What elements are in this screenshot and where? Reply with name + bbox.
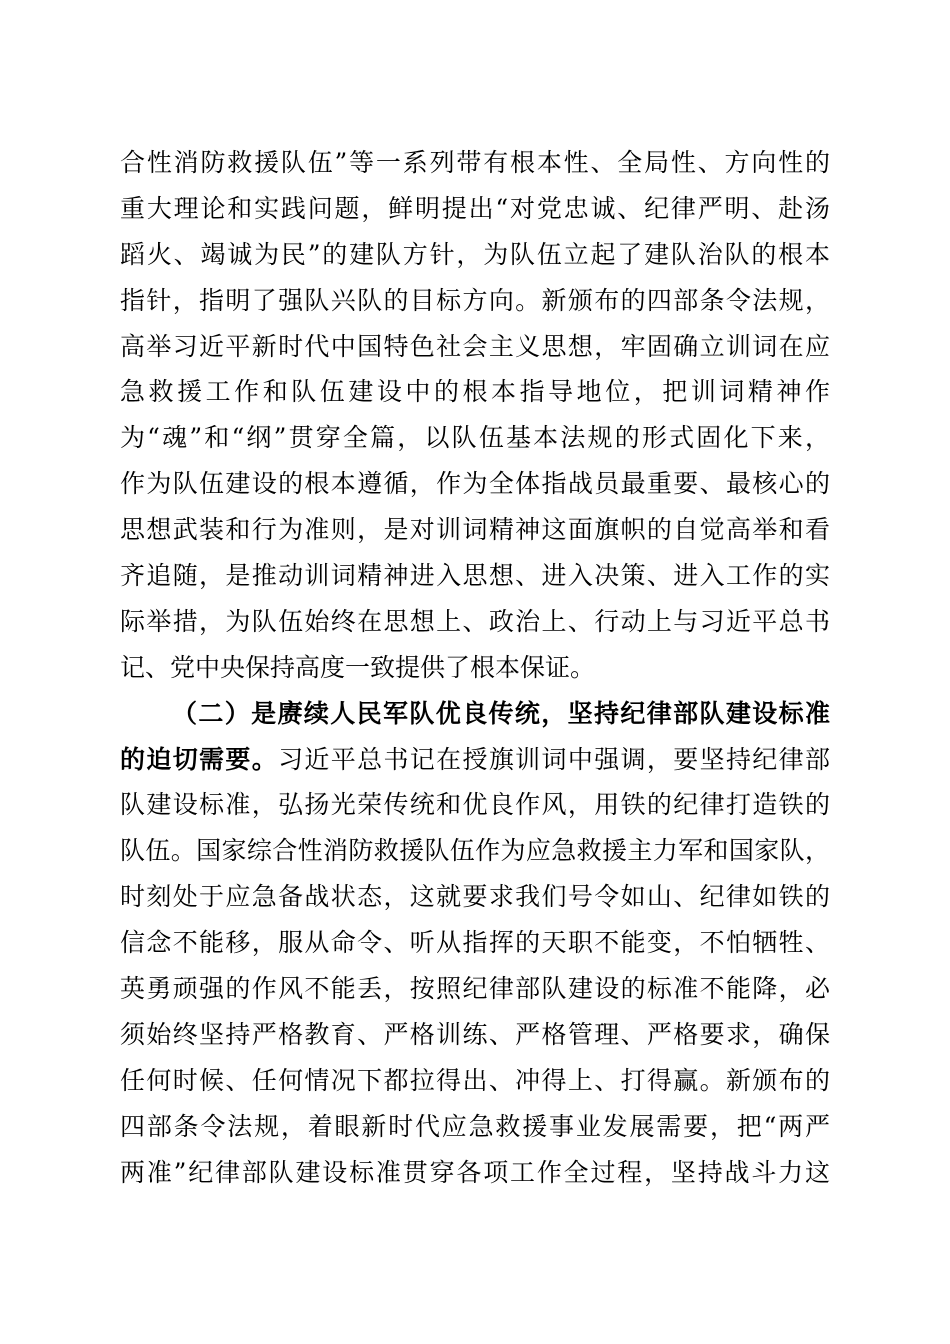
- text-line: 信念不能移，服从命令、听从指挥的天职不能变，不怕牺牲、: [120, 928, 830, 958]
- text-line: 须始终坚持严格教育、严格训练、严格管理、严格要求，确保: [120, 1019, 830, 1049]
- text-line: 际举措，为队伍始终在思想上、政治上、行动上与习近平总书: [120, 606, 830, 636]
- section-heading: （二）是赓续人民军队优良传统，坚持纪律部队建设标准: [172, 698, 830, 728]
- text-line: 记、党中央保持高度一致提供了根本保证。: [120, 652, 596, 682]
- text-line: 合性消防救援队伍”等一系列带有根本性、全局性、方向性的: [120, 148, 830, 177]
- text-line: 英勇顽强的作风不能丢，按照纪律部队建设的标准不能降，必: [120, 974, 830, 1004]
- paragraph-2: [120, 691, 830, 1196]
- section-heading-continuation: 的迫切需要。: [120, 744, 279, 774]
- text-line: 作为队伍建设的根本遵循，作为全体指战员最重要、最核心的: [120, 469, 830, 499]
- text-line: 齐追随，是推动训词精神进入思想、进入决策、进入工作的实: [120, 561, 830, 591]
- text-line: 为“魂”和“纲”贯穿全篇，以队伍基本法规的形式固化下来，: [120, 423, 830, 453]
- text-line: 队伍。国家综合性消防救援队伍作为应急救援主力军和国家队，: [120, 836, 830, 866]
- text-line: 指针，指明了强队兴队的目标方向。新颁布的四部条令法规，: [120, 285, 830, 315]
- body-text: [120, 140, 830, 1195]
- text-line: 四部条令法规，着眼新时代应急救援事业发展需要，把“两严: [120, 1111, 830, 1141]
- text-line-rest: 习近平总书记在授旗训词中强调，要坚持纪律部: [278, 744, 830, 774]
- text-line: 队建设标准，弘扬光荣传统和优良作风，用铁的纪律打造铁的: [120, 790, 830, 820]
- text-line: 思想武装和行为准则，是对训词精神这面旗帜的自觉高举和看: [120, 515, 830, 545]
- text-line: 急救援工作和队伍建设中的根本指导地位，把训词精神作: [120, 377, 830, 407]
- text-line: 蹈火、竭诚为民”的建队方针，为队伍立起了建队治队的根本: [120, 239, 830, 269]
- paragraph-1: [120, 140, 830, 691]
- text-line: [120, 737, 830, 783]
- text-line: 重大理论和实践问题，鲜明提出“对党忠诚、纪律严明、赴汤: [120, 193, 830, 223]
- text-line: 高举习近平新时代中国特色社会主义思想，牢固确立训词在应: [120, 331, 830, 361]
- text-line: 时刻处于应急备战状态，这就要求我们号令如山、纪律如铁的: [120, 882, 830, 912]
- text-line: 任何时候、任何情况下都拉得出、冲得上、打得赢。新颁布的: [120, 1065, 830, 1095]
- text-line: 两准”纪律部队建设标准贯穿各项工作全过程，坚持战斗力这: [120, 1157, 830, 1187]
